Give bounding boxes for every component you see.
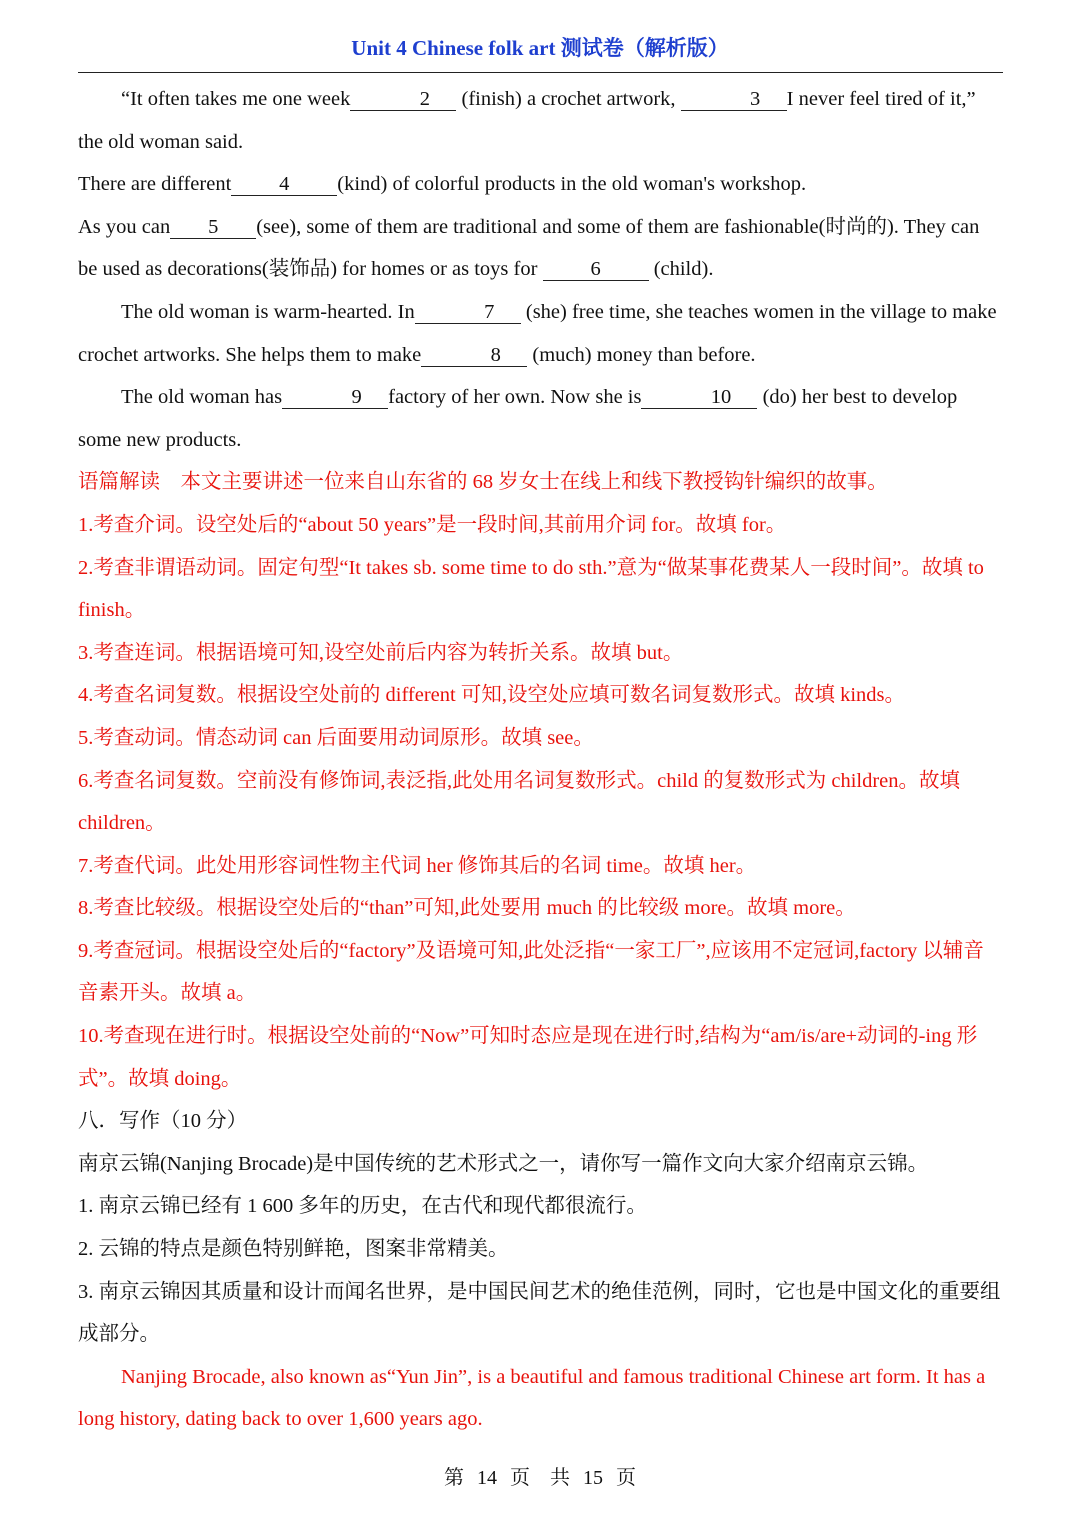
header-rule xyxy=(78,72,1003,73)
footer-total-pages: 15 xyxy=(583,1467,603,1489)
analysis-item: 10.考查现在进行时。根据设空处前的“Now”可知时态应是现在进行时,结构为“am/is/are+动词的-ing 形式”。故填 doing。 xyxy=(78,1025,978,1090)
blank-3: 3 xyxy=(681,88,787,111)
writing-point: 2. 云锦的特点是颜色特别鲜艳，图案非常精美。 xyxy=(78,1238,509,1261)
passage-text: I never feel tired of it,” the old woman said. xyxy=(78,88,976,153)
blank-7: 7 xyxy=(415,301,521,324)
writing-heading: 八．写作（10 分） xyxy=(78,1110,248,1133)
blank-2: 2 xyxy=(350,88,456,111)
writing-prompt: 南京云锦(Nanjing Brocade)是中国传统的艺术形式之一，请你写一篇作文向大家介绍南京云锦。 xyxy=(78,1152,929,1175)
passage-text: There are different xyxy=(78,173,232,196)
passage-text: (finish) a crochet artwork, xyxy=(456,88,681,110)
analysis-summary: 语篇解读 本文主要讲述一位来自山东省的 68 岁女士在线上和线下教授钩针编织的故事。 xyxy=(78,471,888,494)
passage-text: The old woman has xyxy=(121,386,283,409)
page-header-title: Unit 4 Chinese folk art 测试卷（解析版） xyxy=(351,36,729,60)
passage-paragraph-3 xyxy=(78,206,1003,291)
blank-6: 6 xyxy=(543,258,649,281)
passage-paragraph-5 xyxy=(78,376,1003,461)
analysis-item: 8.考查比较级。根据设空处后的“than”可知,此处要用 much 的比较级 more。故填 more。 xyxy=(78,897,856,920)
passage-text: factory of her own. Now she is xyxy=(388,386,642,409)
passage-text: (child). xyxy=(648,258,714,281)
blank-10: 10 xyxy=(641,386,757,409)
analysis-item: 4.考查名词复数。根据设空处前的 different 可知,设空处应填可数名词复数形式。故填 kinds。 xyxy=(78,684,905,707)
analysis-item: 9.考查冠词。根据设空处后的“factory”及语境可知,此处泛指“一家工厂”,应该用不定冠词,factory 以辅音音素开头。故填 a。 xyxy=(78,939,984,1005)
analysis-item: 5.考查动词。情态动词 can 后面要用动词原形。故填 see。 xyxy=(78,726,594,749)
passage-text: (see), some of them are traditional and some of them are fashionable(时尚的). They can be used as decorations(装饰品) for homes or as toys for xyxy=(78,215,980,281)
writing-point: 3. 南京云锦因其质量和设计而闻名世界，是中国民间艺术的绝佳范例，同时，它也是中国文化的重要组成部分。 xyxy=(78,1280,1001,1346)
passage-text: (much) money than before. xyxy=(527,343,756,366)
analysis-item: 6.考查名词复数。空前没有修饰词,表泛指,此处用名词复数形式。child 的复数形式为 children。故填 children。 xyxy=(78,769,961,835)
passage-paragraph-1 xyxy=(78,78,1003,163)
footer-end: 页 xyxy=(616,1467,636,1489)
passage-text: The old woman is warm-hearted. In xyxy=(121,300,415,323)
passage-text: (do) her best to develop some new products. xyxy=(78,386,958,451)
writing-point: 1. 南京云锦已经有 1 600 多年的历史，在古代和现代都很流行。 xyxy=(78,1195,647,1218)
passage-text: (kind) of colorful products in the old woman's workshop. xyxy=(337,173,807,196)
writing-sample: Nanjing Brocade, also known as“Yun Jin”, is a beautiful and famous traditional Chinese art form. It has a long history, dating back to over 1,600 years ago. xyxy=(78,1365,986,1431)
blank-8: 8 xyxy=(421,344,527,367)
analysis-item: 1.考查介词。设空处后的“about 50 years”是一段时间,其前用介词 for。故填 for。 xyxy=(78,513,787,536)
blank-4: 4 xyxy=(231,173,337,196)
analysis-item: 7.考查代词。此处用形容词性物主代词 her 修饰其后的名词 time。故填 her。 xyxy=(78,854,757,877)
analysis-item: 3.考查连词。根据语境可知,设空处前后内容为转折关系。故填 but。 xyxy=(78,641,684,664)
analysis-item: 2.考查非谓语动词。固定句型“It takes sb. some time to do sth.”意为“做某事花费某人一段时间”。故填 to finish。 xyxy=(78,556,984,622)
footer-mid: 页 共 xyxy=(510,1467,570,1489)
passage-text: “It often takes me one week xyxy=(121,88,351,110)
passage-paragraph-2 xyxy=(78,163,1003,206)
footer-label: 第 xyxy=(444,1467,464,1489)
page-content xyxy=(78,78,1003,1441)
page-footer xyxy=(0,1461,1080,1490)
blank-9: 9 xyxy=(282,386,388,409)
passage-paragraph-4 xyxy=(78,291,1003,376)
passage-text: As you can xyxy=(78,215,171,238)
passage-text: (she) free time, she teaches women in the village to make crochet artworks. She helps them to make xyxy=(78,300,997,366)
blank-5: 5 xyxy=(170,216,256,239)
footer-page-number: 14 xyxy=(477,1467,497,1489)
